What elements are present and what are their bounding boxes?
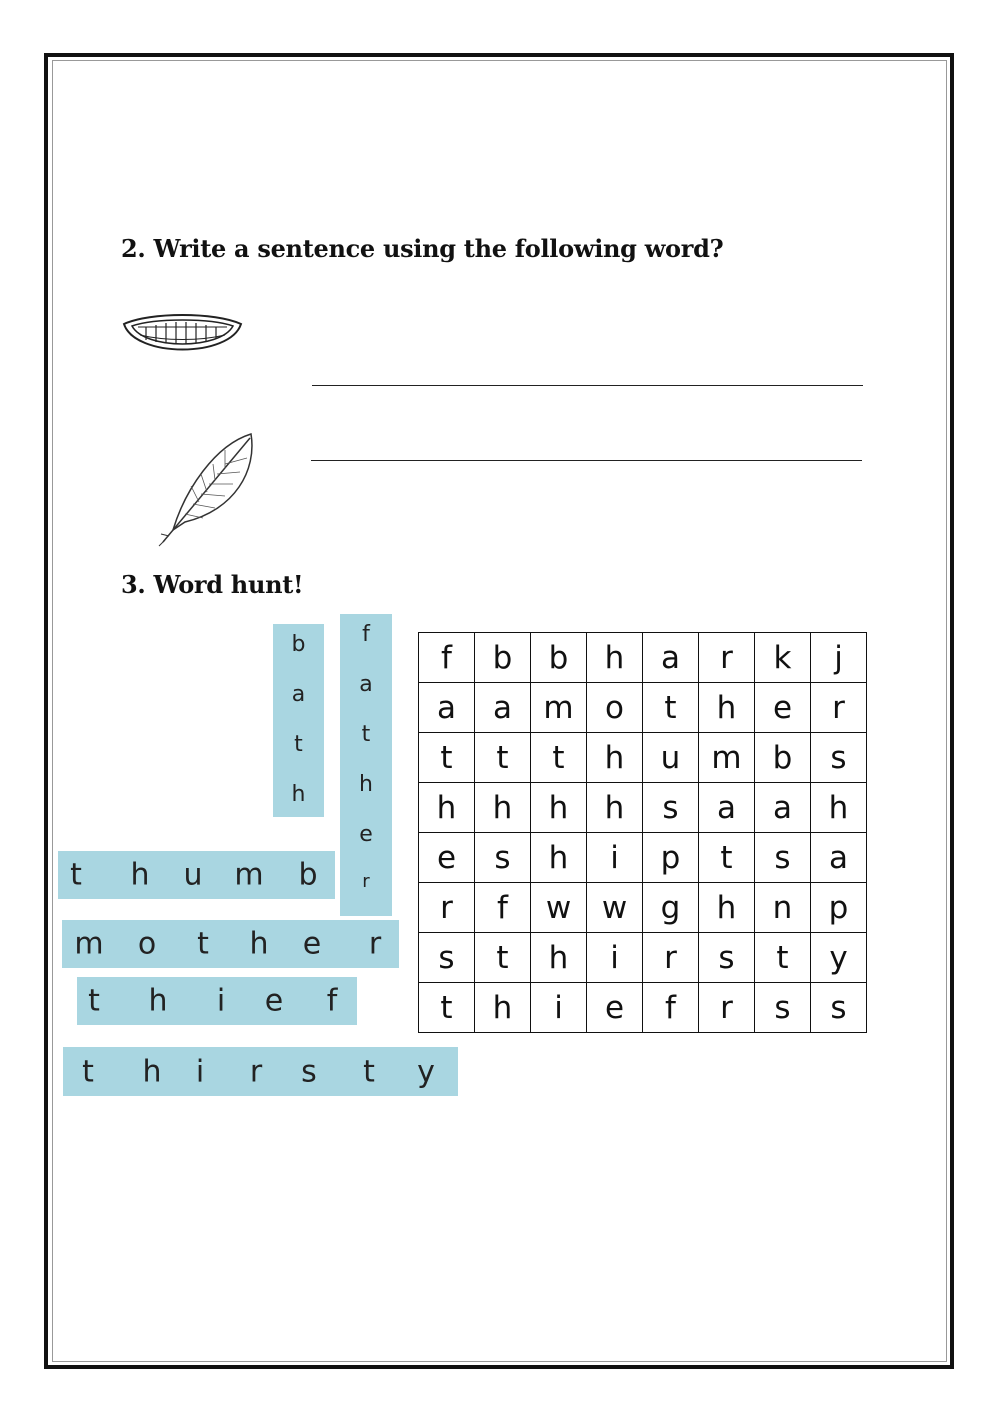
grid-cell[interactable]: i [587,933,643,983]
grid-cell[interactable]: h [811,783,867,833]
grid-cell[interactable]: s [811,733,867,783]
grid-cell[interactable]: r [699,983,755,1033]
tile-letter: h [249,926,269,962]
answer-line-2[interactable] [311,460,862,461]
grid-cell[interactable]: p [811,883,867,933]
grid-cell[interactable]: h [699,883,755,933]
grid-cell[interactable]: m [699,733,755,783]
tile-letter: a [359,672,373,697]
grid-cell[interactable]: o [587,683,643,733]
tile-letter: h [148,983,168,1019]
grid-cell[interactable]: r [699,633,755,683]
word-tile-father[interactable] [340,614,392,916]
grid-cell[interactable]: s [699,933,755,983]
word-tile-thief[interactable] [77,977,357,1025]
tile-letter: t [70,857,82,893]
answer-line-1[interactable] [312,385,863,386]
tile-letter: e [302,926,322,962]
grid-cell[interactable]: h [587,733,643,783]
grid-cell[interactable]: h [419,783,475,833]
word-tile-mother[interactable] [62,920,399,968]
tile-letter: o [137,926,157,962]
tile-letter: a [291,682,306,707]
word-tile-thirsty[interactable] [63,1047,458,1096]
tile-letter: e [359,822,373,847]
grid-cell[interactable]: h [475,983,531,1033]
grid-cell[interactable]: h [587,783,643,833]
grid-cell[interactable]: t [755,933,811,983]
grid-cell[interactable]: b [475,633,531,683]
grid-cell[interactable]: i [587,833,643,883]
grid-cell[interactable]: a [643,633,699,683]
tile-letter: h [130,857,150,893]
tile-letter: h [359,772,373,797]
tile-letter: f [362,622,370,647]
grid-cell[interactable]: f [419,633,475,683]
tile-letter: h [291,782,306,807]
grid-cell[interactable]: k [755,633,811,683]
tile-letter: b [291,632,306,657]
grid-row [419,933,867,983]
grid-cell[interactable]: h [475,783,531,833]
grid-row [419,683,867,733]
grid-cell[interactable]: b [531,633,587,683]
tile-letter: i [216,983,226,1019]
tile-letter: m [74,926,104,962]
tile-letter: b [298,857,318,893]
grid-cell[interactable]: s [643,783,699,833]
teeth-icon [120,308,245,368]
grid-cell[interactable]: r [419,883,475,933]
grid-cell[interactable]: s [755,983,811,1033]
grid-cell[interactable]: r [643,933,699,983]
section-2-heading: 2. Write a sentence using the following word? [121,234,724,263]
grid-cell[interactable]: t [475,733,531,783]
feather-icon [155,430,265,548]
tile-letter: t [197,926,209,962]
grid-cell[interactable]: h [587,633,643,683]
grid-cell[interactable]: h [531,933,587,983]
grid-cell[interactable]: e [419,833,475,883]
tile-letter: t [82,1054,94,1089]
grid-cell[interactable]: u [643,733,699,783]
grid-cell[interactable]: y [811,933,867,983]
grid-cell[interactable]: s [811,983,867,1033]
grid-cell[interactable]: h [531,833,587,883]
grid-cell[interactable]: n [755,883,811,933]
grid-cell[interactable]: g [643,883,699,933]
grid-cell[interactable]: m [531,683,587,733]
tile-letter: h [142,1054,162,1089]
word-tile-bath[interactable] [273,624,324,817]
grid-row [419,783,867,833]
grid-cell[interactable]: a [699,783,755,833]
grid-cell[interactable]: t [475,933,531,983]
grid-cell[interactable]: i [531,983,587,1033]
grid-row [419,983,867,1033]
grid-cell[interactable]: s [419,933,475,983]
tile-letter: t [88,983,100,1019]
grid-cell[interactable]: e [755,683,811,733]
grid-cell[interactable]: w [587,883,643,933]
grid-cell[interactable]: a [811,833,867,883]
grid-cell[interactable]: a [755,783,811,833]
grid-cell[interactable]: t [419,733,475,783]
grid-cell[interactable]: s [475,833,531,883]
tile-letter: t [294,732,303,757]
grid-row [419,833,867,883]
tile-letter: f [326,983,338,1019]
grid-cell[interactable]: p [643,833,699,883]
grid-cell[interactable]: j [811,633,867,683]
tile-letter: s [301,1054,317,1089]
tile-letter: r [368,926,382,962]
grid-cell[interactable]: w [531,883,587,933]
grid-row [419,633,867,683]
grid-cell[interactable]: b [755,733,811,783]
tile-letter: r [249,1054,263,1089]
grid-cell[interactable]: s [755,833,811,883]
tile-letter: t [363,1054,375,1089]
tile-letter: m [234,857,264,893]
section-3-heading: 3. Word hunt! [121,570,304,599]
grid-cell[interactable]: h [531,783,587,833]
grid-row [419,883,867,933]
tile-letter: r [362,871,370,892]
tile-letter: e [264,983,284,1019]
word-search-grid [418,632,867,1033]
grid-cell[interactable]: f [643,983,699,1033]
grid-cell[interactable]: r [811,683,867,733]
grid-cell[interactable]: h [699,683,755,733]
grid-row [419,733,867,783]
tile-letter: i [195,1054,205,1089]
grid-cell[interactable]: t [699,833,755,883]
tile-letter: t [361,722,371,747]
tile-letter: u [183,857,203,893]
word-tile-thumb[interactable] [58,851,335,899]
grid-cell[interactable]: t [531,733,587,783]
grid-cell[interactable]: f [475,883,531,933]
grid-cell[interactable]: t [643,683,699,733]
grid-cell[interactable]: e [587,983,643,1033]
grid-cell[interactable]: a [419,683,475,733]
tile-letter: y [417,1054,435,1089]
grid-cell[interactable]: a [475,683,531,733]
grid-cell[interactable]: t [419,983,475,1033]
